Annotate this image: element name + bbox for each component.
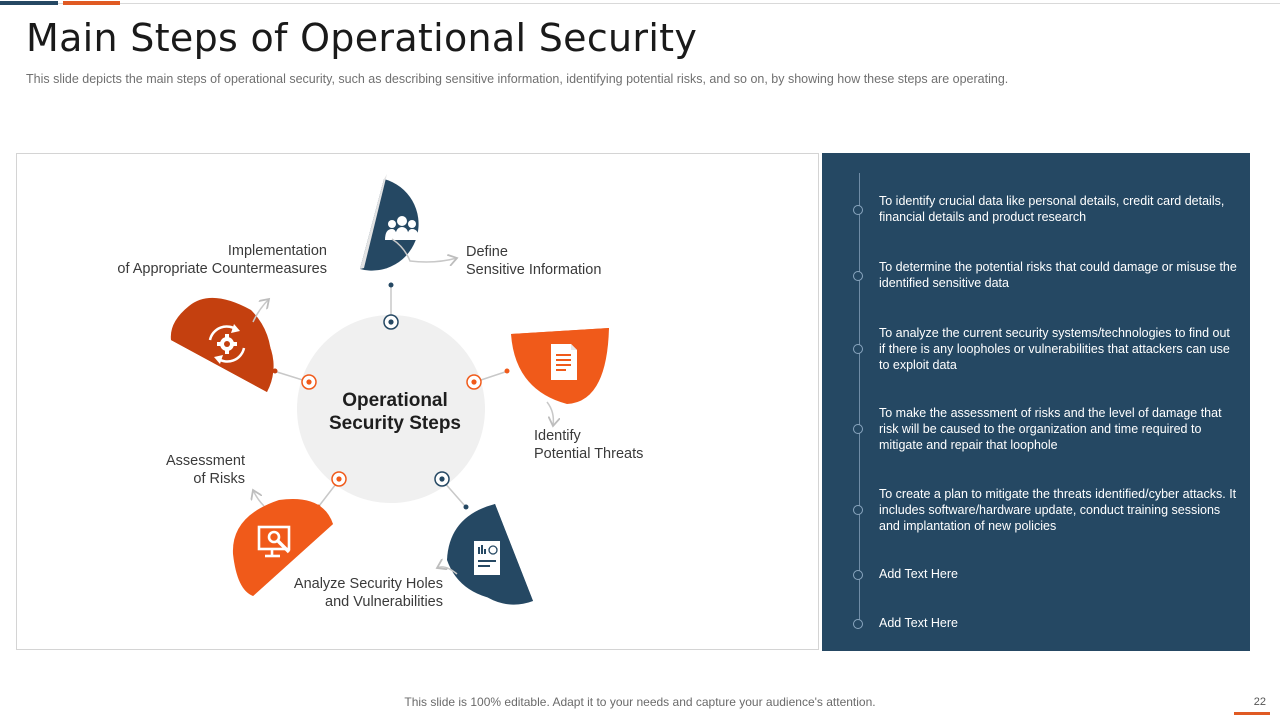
- center-label-line2: Security Steps: [329, 413, 461, 434]
- footer-note: This slide is 100% editable. Adapt it to your needs and capture your audience's attention.: [404, 695, 876, 709]
- timeline-dot: [853, 619, 863, 629]
- timeline-dot: [853, 570, 863, 580]
- label-implementation-line2: of Appropriate Countermeasures: [117, 261, 327, 277]
- connector-dot: [464, 505, 469, 510]
- connector-dot: [505, 369, 510, 374]
- arrow-assessment: [253, 490, 264, 506]
- timeline-item: [879, 615, 1237, 631]
- timeline-text: To determine the potential risks that could damage or misuse the identified sensitive data: [879, 260, 1237, 290]
- page-number-underline: [1234, 712, 1270, 715]
- page-number: 22: [1253, 696, 1266, 708]
- timeline-item: [879, 566, 1237, 582]
- timeline-dot: [853, 424, 863, 434]
- connector-dot: [389, 283, 394, 288]
- timeline-item: [879, 259, 1237, 291]
- timeline-text: To analyze the current security systems/technologies to find out if there is any loopholes or vulnerabilities that attackers can use to exploit data: [879, 326, 1230, 372]
- timeline-item: [879, 405, 1237, 453]
- label-identify-line2: Potential Threats: [534, 446, 644, 462]
- arrow-identify: [547, 402, 553, 426]
- label-analyze-line1: Analyze Security Holes: [293, 576, 443, 592]
- timeline-text: To identify crucial data like personal details, credit card details, financial details and product research: [879, 194, 1225, 224]
- label-assessment-line1: Assessment: [166, 453, 245, 469]
- timeline-text: Add Text Here: [879, 616, 958, 630]
- label-define-line2: Sensitive Information: [466, 262, 602, 278]
- top-accent-orange: [63, 1, 120, 5]
- report-chart-icon: [474, 541, 500, 575]
- timeline-dot: [853, 344, 863, 354]
- timeline-text: To create a plan to mitigate the threats identified/cyber attacks. It includes software/hardware update, conduct training sessions and implantation of new policies: [879, 487, 1237, 533]
- timeline-text: To make the assessment of risks and the level of damage that risk will be caused to the organization and time required to mitigate and repair that loophole: [879, 406, 1222, 452]
- document-icon: [551, 344, 577, 380]
- steps-description-panel: [822, 153, 1250, 651]
- rim-marker: [302, 375, 316, 389]
- timeline-line: [859, 173, 860, 628]
- timeline-item: [879, 486, 1237, 534]
- label-analyze: [243, 575, 443, 611]
- page-title: Main Steps of Operational Security: [26, 16, 698, 60]
- rim-marker: [467, 375, 481, 389]
- center-label-line1: Operational: [342, 390, 448, 411]
- timeline-text: Add Text Here: [879, 567, 958, 581]
- timeline-item: [879, 325, 1237, 373]
- label-define-line1: Define: [466, 244, 508, 260]
- timeline-dot: [853, 271, 863, 281]
- label-assessment-line2: of Risks: [193, 471, 245, 487]
- rim-marker: [384, 315, 398, 329]
- label-identify-line1: Identify: [534, 428, 581, 444]
- label-identify: [534, 427, 643, 463]
- diagram-panel: [16, 153, 819, 650]
- timeline-item: [879, 193, 1237, 225]
- label-assessment: [115, 452, 245, 488]
- rim-marker: [435, 472, 449, 486]
- label-implementation: [87, 242, 327, 278]
- top-accent-navy: [0, 1, 58, 5]
- top-rule: [0, 3, 1280, 4]
- timeline-dot: [853, 205, 863, 215]
- timeline-dot: [853, 505, 863, 515]
- label-implementation-line1: Implementation: [227, 243, 327, 259]
- label-define: [466, 243, 601, 279]
- page-subtitle: This slide depicts the main steps of operational security, such as describing sensitive information, identifying potential risks, and so on, by showing how these steps are operating.: [26, 72, 1009, 86]
- label-analyze-line2: and Vulnerabilities: [325, 594, 443, 610]
- rim-marker: [332, 472, 346, 486]
- arrow-implementation: [253, 299, 269, 322]
